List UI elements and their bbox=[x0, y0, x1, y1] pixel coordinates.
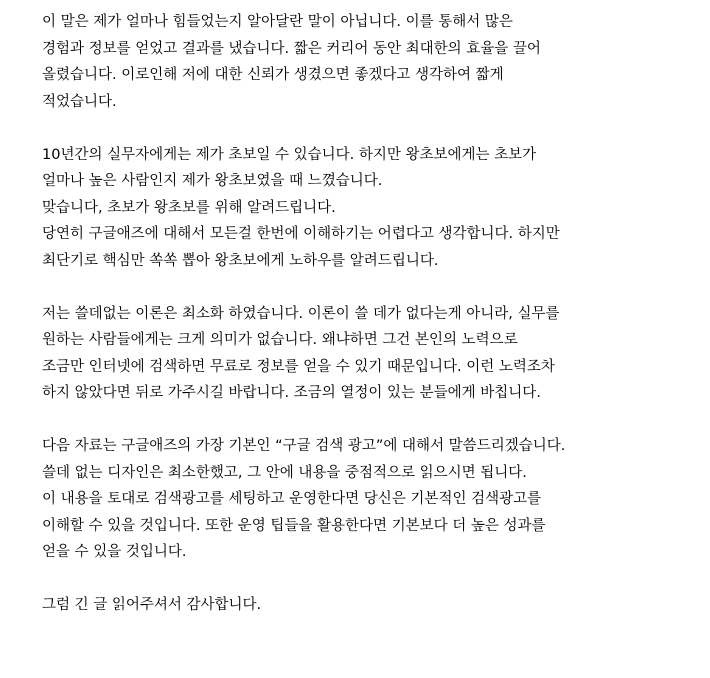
text-line: 그럼 긴 글 읽어주셔서 감사합니다. bbox=[42, 597, 262, 613]
paragraph-5 bbox=[42, 592, 702, 619]
text-line: 이 말은 제가 얼마나 힘들었는지 알아달란 말이 아닙니다. 이를 통해서 많은 bbox=[42, 14, 513, 30]
text-line: 하지 않았다면 뒤로 가주시길 바랍니다. 조금의 열정이 있는 분들에게 바칩니다. bbox=[42, 385, 541, 401]
text-line: 쓸데 없는 디자인은 최소한했고, 그 안에 내용을 중점적으로 읽으시면 됩니다. bbox=[42, 464, 527, 481]
text-line: 다음 자료는 구글애즈의 가장 기본인 “구글 검색 광고”에 대해서 말씀드리겠습니다. bbox=[42, 438, 566, 454]
paragraph-2 bbox=[42, 142, 702, 275]
text-line: 이해할 수 있을 것입니다. 또한 운영 팁들을 활용한다면 기본보다 더 높은 성과를 bbox=[42, 517, 546, 534]
text-line: 얼마나 높은 사람인지 제가 왕초보였을 때 느꼈습니다. bbox=[42, 173, 383, 189]
paragraph-4 bbox=[42, 433, 702, 566]
text-line: 맞습니다, 초보가 왕초보를 위해 알려드립니다. bbox=[42, 199, 336, 216]
text-line: 이 내용을 토대로 검색광고를 세팅하고 운영한다면 당신은 기본적인 검색광고를 bbox=[42, 491, 542, 507]
text-line: 적었습니다. bbox=[42, 93, 117, 110]
text-line: 조금만 인터넷에 검색하면 무료로 정보를 얻을 수 있기 때문입니다. 이런 노력조차 bbox=[42, 358, 555, 375]
text-line: 원하는 사람들에게는 크게 의미가 없습니다. 왜냐하면 그건 본인의 노력으로 bbox=[42, 332, 518, 348]
text-line: 저는 쓸데없는 이론은 최소화 하였습니다. 이론이 쓸 데가 없다는게 아니라, 실무를 bbox=[42, 305, 560, 322]
text-line: 당연히 구글애즈에 대해서 모든걸 한번에 이해하기는 어렵다고 생각합니다. 하지만 bbox=[42, 226, 560, 242]
paragraph-3 bbox=[42, 301, 702, 407]
paragraph-1 bbox=[42, 9, 702, 115]
text-line: 올렸습니다. 이로인해 저에 대한 신뢰가 생겼으면 좋겠다고 생각하여 짧게 bbox=[42, 67, 504, 83]
text-line: 10년간의 실무자에게는 제가 초보일 수 있습니다. 하지만 왕초보에게는 초보가 bbox=[42, 146, 537, 163]
document-body bbox=[42, 9, 702, 645]
text-line: 최단기로 핵심만 쏙쏙 뽑아 왕초보에게 노하우를 알려드립니다. bbox=[42, 252, 439, 269]
text-line: 경험과 정보를 얻었고 결과를 냈습니다. 짧은 커리어 동안 최대한의 효율을 끌어 bbox=[42, 40, 541, 57]
text-line: 얻을 수 있을 것입니다. bbox=[42, 544, 187, 560]
